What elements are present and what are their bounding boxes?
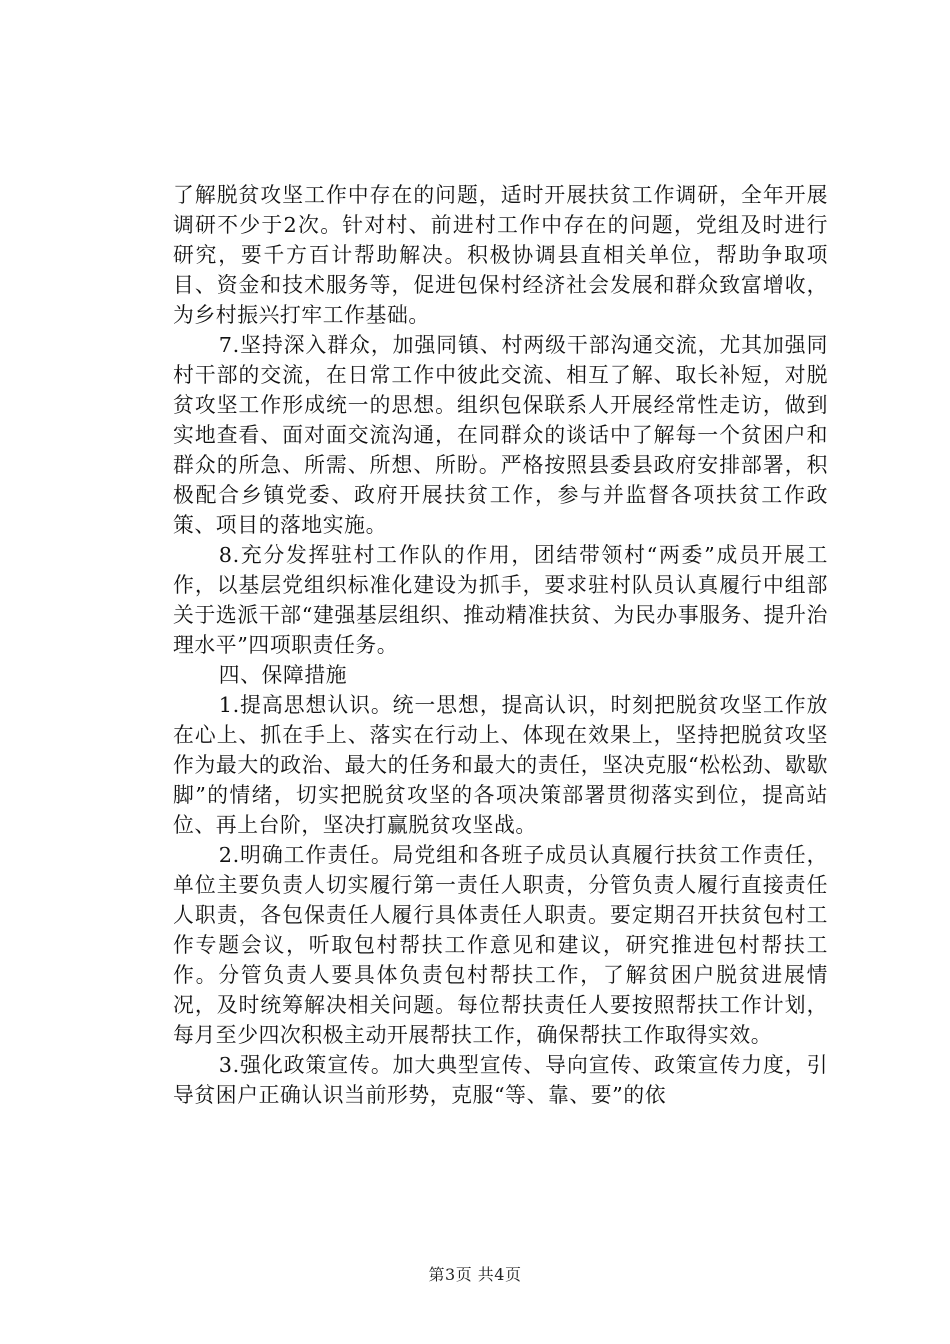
section-heading-safeguards: 四、保障措施 — [218, 663, 348, 687]
paragraph-measure-3: 3.强化政策宣传。加大典型宣传、导向宣传、政策宣传力度，引导贫困户正确认识当前形势，克服“等、靠、要”的依 — [173, 1053, 828, 1107]
paragraph-continuation: 了解脱贫攻坚工作中存在的问题，适时开展扶贫工作调研，全年开展调研不少于2次。针对村、前进村工作中存在的问题，党组及时进行研究，要千方百计帮助解决。积极协调县直相关单位，帮助争取项目、资金和技术服务等，促进包保村经济社会发展和群众致富增收，为乡村振兴打牢工作基础。 — [173, 183, 828, 327]
page-number-label: 第3页 共4页 — [428, 1265, 522, 1284]
paragraph-item-8: 8.充分发挥驻村工作队的作用，团结带领村“两委”成员开展工作，以基层党组织标准化建设为抓手，要求驻村队员认真履行中组部关于选派干部“建强基层组织、推动精准扶贫、为民办事服务、提升治理水平”四项职责任务。 — [173, 543, 828, 657]
paragraph-item-7: 7.坚持深入群众，加强同镇、村两级干部沟通交流，尤其加强同村干部的交流，在日常工作中彼此交流、相互了解、取长补短，对脱贫攻坚工作形成统一的思想。组织包保联系人开展经常性走访，做到实地查看、面对面交流沟通，在同群众的谈话中了解每一个贫困户和群众的所急、所需、所想、所盼。严格按照县委县政府安排部署，积极配合乡镇党委、政府开展扶贫工作，参与并监督各项扶贫工作政策、项目的落地实施。 — [173, 333, 828, 537]
document-body — [173, 180, 828, 1110]
paragraph-measure-2: 2.明确工作责任。局党组和各班子成员认真履行扶贫工作责任，单位主要负责人切实履行第一责任人职责，分管负责人履行直接责任人职责，各包保责任人履行具体责任人职责。要定期召开扶贫包村工作专题会议，听取包村帮扶工作意见和建议，研究推进包村帮扶工作。分管负责人要具体负责包村帮扶工作，了解贫困户脱贫进展情况，及时统筹解决相关问题。每位帮扶责任人要按照帮扶工作计划，每月至少四次积极主动开展帮扶工作，确保帮扶工作取得实效。 — [173, 843, 828, 1047]
paragraph-measure-1: 1.提高思想认识。统一思想，提高认识，时刻把脱贫攻坚工作放在心上、抓在手上、落实在行动上、体现在效果上，坚持把脱贫攻坚作为最大的政治、最大的任务和最大的责任，坚决克服“松松劲、歇歇脚”的情绪，切实把脱贫攻坚的各项决策部署贯彻落实到位，提高站位、再上台阶，坚决打赢脱贫攻坚战。 — [173, 693, 828, 837]
page-footer — [0, 1265, 950, 1285]
